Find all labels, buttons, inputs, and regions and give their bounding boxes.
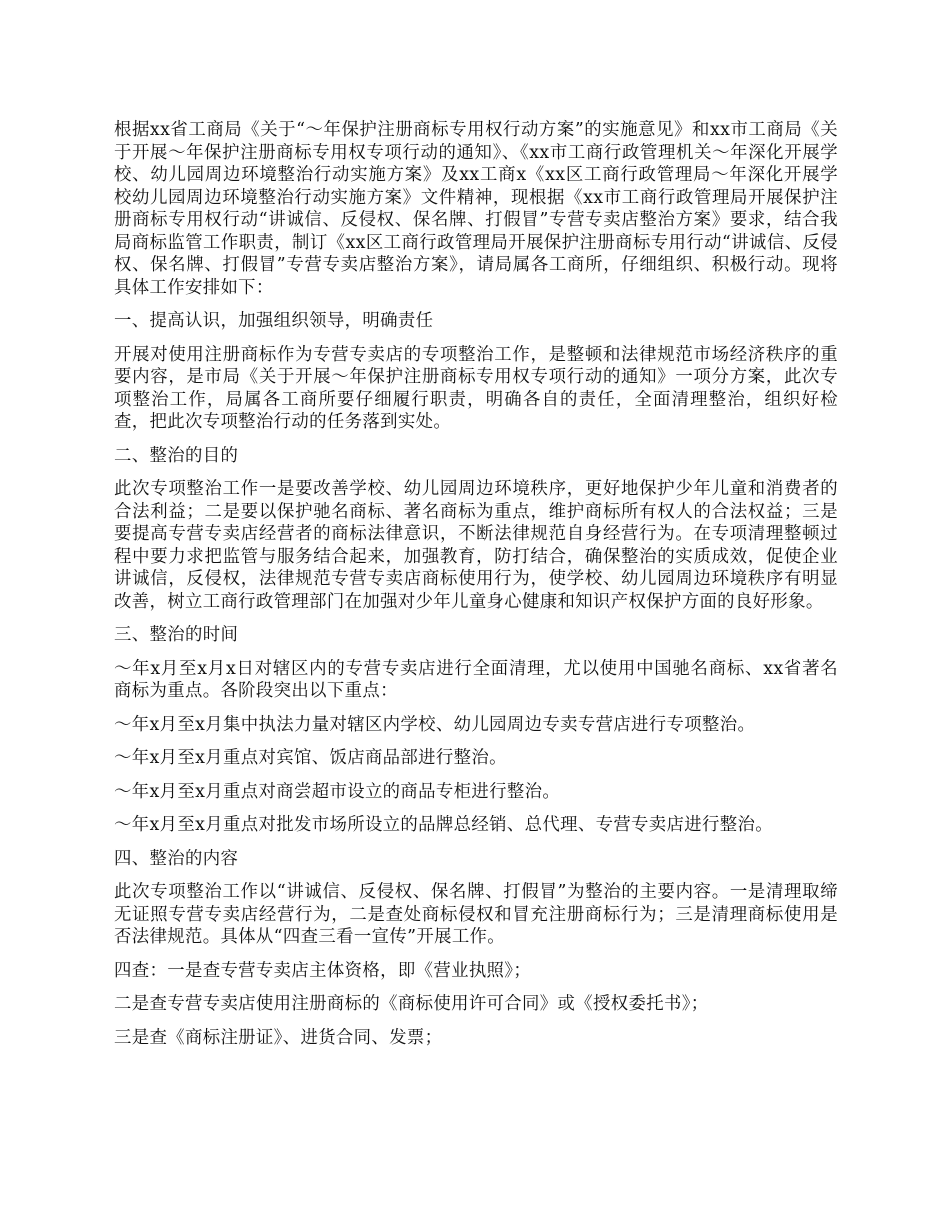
check-item-2: 二是查专营专卖店使用注册商标的《商标使用许可合同》或《授权委托书》；	[114, 994, 709, 1014]
schedule-item-3: ～年x月至x月重点对商尝超市设立的商品专柜进行整治。	[114, 781, 561, 802]
intro-paragraph: 根据xx省工商局《关于“～年保护注册商标专用权行动方案”的实施意见》和xx市工商局《关于开展～年保护注册商标专用权专项行动的通知》、《xx市工商行政管理机关～年深化开展学校、幼儿园周边环境整治行动实施方案》及xx工商x《xx区工商行政管理局～年深化开展学校幼儿园周边环境整治行动实施方案》文件精神，现根据《xx市工商行政管理局开展保护注册商标专用权行动“讲诚信、反侵权、保名牌、打假冒”专营专卖店整治方案》要求，结合我局商标监管工作职责，制订《xx区工商行政管理局开展保护注册商标专用行动“讲诚信、反侵权、保名牌、打假冒”专营专卖店整治方案》，请局属各工商所，仔细组织、积极行动。现将具体工作安排如下：	[114, 120, 838, 298]
schedule-item-1: ～年x月至x月集中执法力量对辖区内学校、幼儿园周边专卖专营店进行专项整治。	[114, 714, 756, 735]
check-item-3: 三是查《商标注册证》、进货合同、发票；	[114, 1027, 443, 1048]
check-item-1: 四查：一是查专营专卖店主体资格，即《营业执照》；	[114, 960, 532, 981]
schedule-item-4: ～年x月至x月重点对批发市场所设立的品牌总经销、总代理、专营专卖店进行整治。	[114, 815, 773, 835]
section-1-paragraph: 开展对使用注册商标作为专营专卖店的专项整治工作，是整顿和法律规范市场经济秩序的重要内容，是市局《关于开展～年保护注册商标专用权专项行动的通知》一项分方案，此次专项整治工作，局属各工商所要仔细履行职责，明确各自的责任，全面清理整治，组织好检查，把此次专项整治行动的任务落到实处。	[114, 344, 838, 432]
section-2-paragraph: 此次专项整治工作一是要改善学校、幼儿园周边环境秩序，更好地保护少年儿童和消费者的合法利益；二是要以保护驰名商标、著名商标为重点，维护商标所有权人的合法权益；三是要提高专营专卖店经营者的商标法律意识，不断法律规范自身经营行为。在专项清理整顿过程中要力求把监管与服务结合起来，加强教育，防打结合，确保整治的实质成效，促使企业讲诚信，反侵权，法律规范专营专卖店商标使用行为，使学校、幼儿园周边环境秩序有明显改善，树立工商行政管理部门在加强对少年儿童身心健康和知识产权保护方面的良好形象。	[114, 479, 838, 612]
document-body	[114, 119, 838, 1060]
section-heading-2: 二、整治的目的	[114, 445, 239, 466]
section-4-paragraph: 此次专项整治工作以“讲诚信、反侵权、保名牌、打假冒”为整治的主要内容。一是清理取缔无证照专营专卖店经营行为，二是查处商标侵权和冒充注册商标行为；三是清理商标使用是否法律规范。具体从“四查三看一宣传”开展工作。	[114, 882, 838, 947]
section-heading-4: 四、整治的内容	[114, 848, 239, 869]
section-3-paragraph: ～年x月至x月x日对辖区内的专营专卖店进行全面清理，尤以使用中国驰名商标、xx省著名商标为重点。各阶段突出以下重点：	[114, 658, 838, 701]
schedule-item-2: ～年x月至x月重点对宾馆、饭店商品部进行整治。	[114, 748, 507, 768]
section-heading-3: 三、整治的时间	[114, 625, 239, 645]
section-heading-1: 一、提高认识，加强组织领导，明确责任	[114, 311, 434, 331]
